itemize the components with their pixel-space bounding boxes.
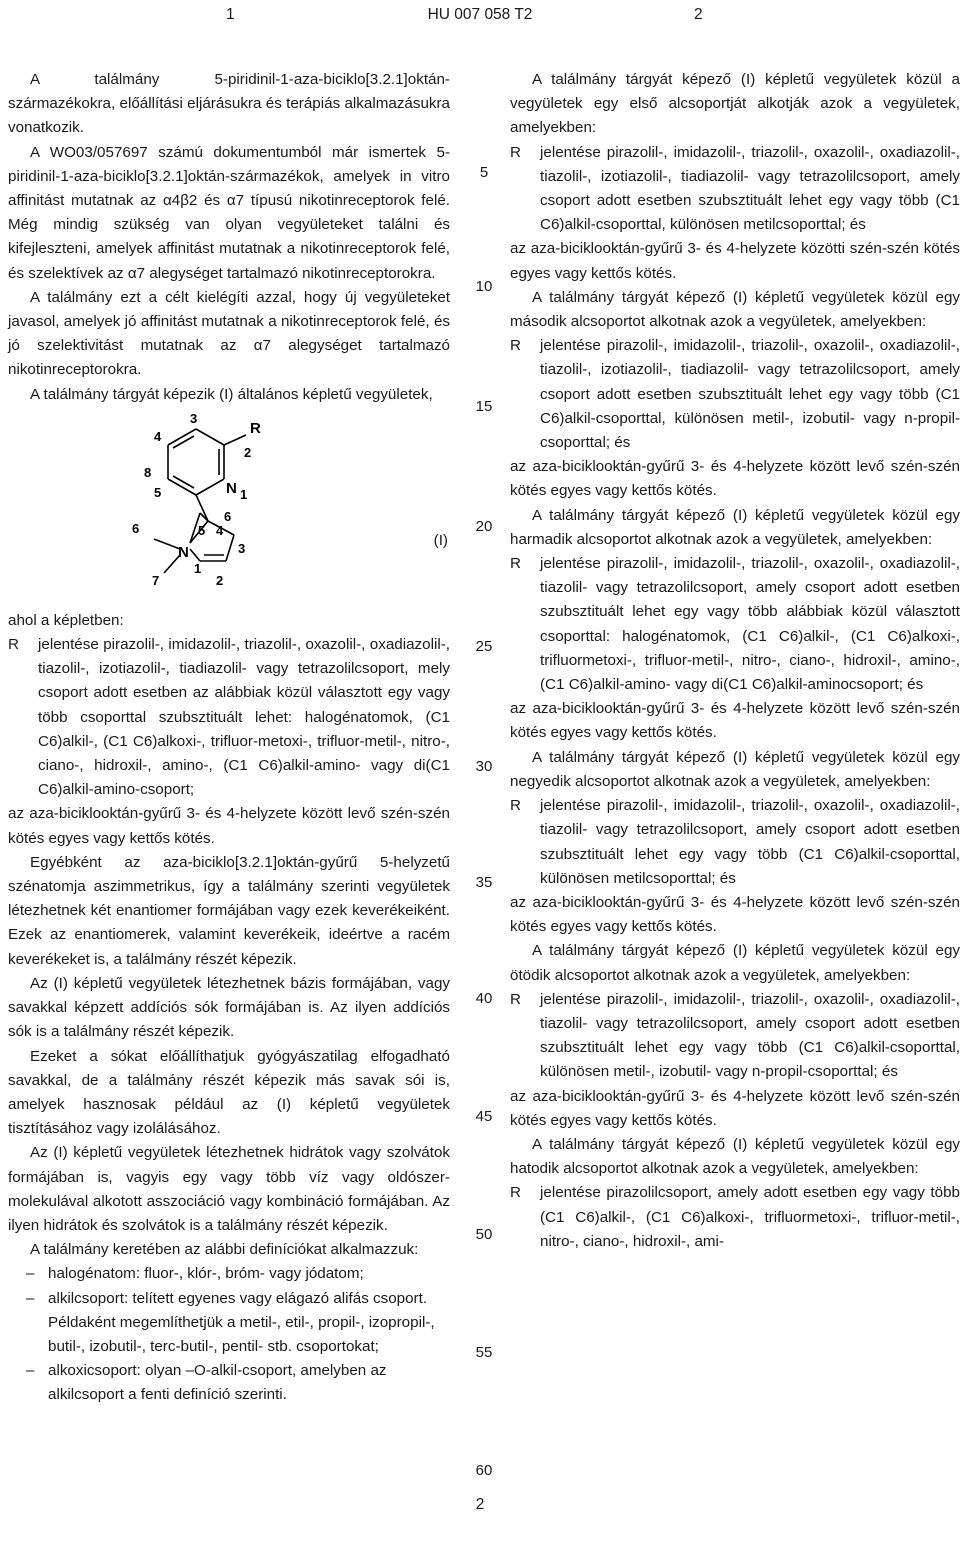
subgroup-4-bond: az aza-biciklooktán-gyűrű 3- és 4-helyzete között levő szén-szén kötés egyes vagy kettős kötés. — [510, 893, 960, 936]
atom-label-7: 7 — [152, 572, 160, 588]
line-number: 25 — [475, 638, 493, 655]
atom-label-8: 8 — [144, 464, 152, 480]
line-number: 55 — [475, 1344, 493, 1361]
bicyclic-n-label: N — [178, 543, 189, 561]
r-key: R — [8, 636, 19, 654]
subgroup-2-r: R jelentése pirazolil-, imidazolil-, triazolil-, oxazolil-, oxadiazolil-, tiazolil-, izotiazolil-, tiadiazolil- vagy tetrazolilcsoport, amely csoport adott esetben szubsztituált lehet egy vagy több (C1 C6)alkil-csoporttal, különösen metil-, izobutil- vagy n-propil-csoporttal; és — [510, 337, 960, 452]
prior-art-paragraph: A WO03/057697 számú dokumentumból már ismertek 5-piridinil-1-aza-biciklo[3.2.1]oktán-származékok, amelyek in vitro affinitást mutatnak az α4β2 és α7 típusú nikotinreceptorok felé. Még mindig szükség van olyan vegyületeket találni és kifejleszteni, amelyek affinitást mutatnak a nikotinreceptorok felé, és szelektívek az α7 alegységet tartalmazó nikotinreceptorokra. — [8, 143, 450, 282]
atom-label-5-bridge: 5 — [198, 522, 206, 538]
subgroup-3-r: R jelentése pirazolil-, imidazolil-, triazolil-, oxazolil-, oxadiazolil-, tiazolil- vagy tetrazolilcsoport, amely csoport adott esetben szubsztituált lehet egy vagy több alábbiak közül választott csoporttal: halogénatomok, (C1 C6)alkil-, (C1 C6)alkoxi-, trifluormetoxi-, trifluor-metil-, nitro-, ciano-, hidroxil-, amino-, (C1 C6)alkil-amino- vagy di(C1 C6)alkil-aminocsoport; és — [510, 555, 960, 694]
subgroup-2-bond: az aza-biciklooktán-gyűrű 3- és 4-helyzete között levő szén-szén kötés egyes vagy kettős kötés. — [510, 458, 960, 500]
atom-label-2: 2 — [244, 444, 252, 460]
line-number: 40 — [475, 990, 493, 1007]
subgroup-3-intro: A találmány tárgyát képező (I) képletű vegyületek közül egy harmadik alcsoportot alkotnak azok a vegyületek, amelyekben: — [510, 506, 960, 548]
r-group-label: R — [250, 419, 261, 437]
structural-formula — [8, 409, 450, 605]
salt-paragraph: Az (I) képletű vegyületek létezhetnek bázis formájában, vagy savakkal képzett addíciós sók formájában is. Az ilyen addíciós sók is a találmány részét képezik. — [8, 974, 450, 1041]
subgroup-5-intro: A találmány tárgyát képező (I) képletű vegyületek közül egy ötödik alcsoportot alkotnak azok a vegyületek, amelyekben: — [510, 942, 960, 984]
subgroup-1-bond: az aza-biciklooktán-gyűrű 3- és 4-helyzete közötti szén-szén kötés egyes vagy kettős kötés. — [510, 240, 960, 282]
subgroup-2-intro: A találmány tárgyát képező (I) képletű vegyületek közül egy második alcsoportot alkotnak azok a vegyületek, amelyekben: — [510, 288, 960, 331]
line-number: 45 — [475, 1108, 493, 1125]
subgroup-1-r: R jelentése pirazolil-, imidazolil-, triazolil-, oxazolil-, oxadiazolil-, tiazolil-, izotiazolil-, tiadiazolil- vagy tetrazolilcsoport, amely csoport adott esetben szubsztituált lehet egy vagy több (C1 C6)alkil-csoporttal, különösen metilcsoporttal; és — [510, 143, 960, 234]
atom-label-3: 3 — [190, 410, 198, 426]
structure-drawing — [132, 409, 318, 605]
bond-paragraph: az aza-biciklooktán-gyűrű 3- és 4-helyzete között levő szén-szén kötés egyes vagy kettős kötés. — [8, 805, 450, 847]
atom-label-5: 5 — [154, 484, 162, 500]
enantiomer-paragraph: Egyébként az aza-biciklo[3.2.1]oktán-gyűrű 5-helyzetű szénatomja aszimmetrikus, így a találmány szerinti vegyületek létezhetnek két enantiomer formájában vagy ezek keverékeiként. Ezek az enantiomerek, valamint keverékeik, ideértve a racém keverékeket is, a találmány részét képezik. — [8, 853, 450, 968]
atom-label-2-bridge: 2 — [216, 572, 224, 588]
line-number: 35 — [475, 874, 493, 891]
page-footer: 2 — [475, 1496, 485, 1513]
definition-item: – alkilcsoport: telített egyenes vagy elágazó alifás csoport. Példaként megemlíthetjük a metil-, etil-, propil-, izopropil-, butil-, izobutil-, terc-butil-, pentil- stb. csoportokat; — [26, 1289, 435, 1355]
subgroup-6-r: R jelentése pirazolilcsoport, amely adott esetben egy vagy több (C1 C6)alkil-, (C1 C6)alkoxi-, trifluormetoxi-, trifluor-metil-, nitro-, ciano-, hidroxil-, ami- — [510, 1184, 960, 1250]
subgroup-4-intro: A találmány tárgyát képező (I) képletű vegyületek közül egy negyedik alcsoportot alkotnak azok a vegyületek, amelyekben: — [510, 748, 960, 790]
page-header — [0, 6, 960, 28]
subgroup-6-intro: A találmány tárgyát képező (I) képletű vegyületek közül egy hatodik alcsoportot alkotnak azok a vegyületek, amelyekben: — [510, 1135, 960, 1178]
intro-paragraph: A találmány 5-piridinil-1-aza-biciklo[3.2.1]oktán-származékokra, előállítási eljárásukra és terápiás alkalmazásukra vonatkozik. — [8, 71, 450, 137]
page-number-left: 1 — [226, 6, 235, 23]
line-number: 50 — [475, 1226, 493, 1243]
line-number: 30 — [475, 758, 493, 775]
line-number: 5 — [479, 164, 489, 181]
atom-label-3-bridge: 3 — [238, 540, 246, 556]
page-number-right: 2 — [694, 6, 703, 23]
r-definition — [8, 633, 450, 802]
subgroup-5-r: R jelentése pirazolil-, imidazolil-, triazolil-, oxazolil-, oxadiazolil-, tiazolil- vagy tetrazolilcsoport, amely csoport adott esetben szubsztituált lehet egy vagy több (C1 C6)alkil-csoporttal, különösen metil-, izobutil- vagy n-propil-csoporttal; és — [510, 990, 960, 1081]
line-number: 60 — [475, 1462, 493, 1479]
line-number: 20 — [475, 518, 493, 535]
atom-label-4-bridge: 4 — [216, 522, 224, 538]
subgroup-1-intro: A találmány tárgyát képező (I) képletű vegyületek közül a vegyületek egy első alcsoportját alkotják azok a vegyületek, amelyekben: — [510, 71, 960, 137]
left-column — [8, 68, 450, 1408]
subgroup-4-r: R jelentése pirazolil-, imidazolil-, triazolil-, oxazolil-, oxadiazolil-, tiazolil- vagy tetrazolilcsoport, amely csoport adott esetben szubsztituált lehet egy vagy több (C1 C6)alkil-csoporttal, különösen metilcsoporttal; és — [510, 797, 960, 887]
subgroup-5-bond: az aza-biciklooktán-gyűrű 3- és 4-helyzete között levő szén-szén kötés egyes vagy kettős kötés. — [510, 1087, 960, 1129]
where-paragraph: ahol a képletben: — [8, 611, 124, 629]
atom-label-6-inner: 6 — [224, 508, 232, 524]
definition-item: – alkoxicsoport: olyan –O-alkil-csoport, amelyben az alkilcsoport a fenti definíció szerinti. — [26, 1362, 387, 1404]
formula-label: (I) — [433, 531, 448, 549]
aim-paragraph: A találmány ezt a célt kielégíti azzal, hogy új vegyületeket javasol, amelyek jó affinitást mutatnak a nikotinreceptorok felé, és jó szelektivitást mutatnak az α7 alegységet tartalmazó nikotinreceptorokra. — [8, 288, 450, 379]
line-number: 15 — [475, 398, 493, 415]
r-text: jelentése pirazolil-, imidazolil-, triazolil-, oxazolil-, oxadiazolil-, tiazolil-, izotiazolil-, tiadiazolil- vagy tetrazolilcsoport, mely csoport adott esetben az alábbiak közül választott egy vagy több csoporttal szubsztituált lehet: halogénatomok, (C1 C6)alkil-, (C1 C6)alkoxi-, trifluor-metoxi-, trifluor-metil-, nitro-, ciano-, hidroxil-, amino-, (C1 C6)alkil-amino- vagy di(C1 C6)alkil-amino-csoport; — [38, 636, 450, 799]
hydrate-paragraph: Az (I) képletű vegyületek létezhetnek hidrátok vagy szolvátok formájában is, vagyis egy vagy több víz vagy oldószer-molekulával alkotott asszociáció vagy kombináció formájában. Az ilyen hidrátok és szolvátok is a találmány részét képezik. — [8, 1144, 450, 1234]
atom-label-4: 4 — [154, 428, 162, 444]
atom-label-1: 1 — [240, 486, 248, 502]
document-id: HU 007 058 T2 — [427, 6, 533, 23]
atom-label-6-outer: 6 — [132, 520, 140, 536]
right-column — [510, 68, 960, 1254]
pyridine-n-label: N — [226, 479, 237, 497]
definitions-intro: A találmány keretében az alábbi definíciókat alkalmazzuk: — [30, 1241, 419, 1259]
subject-paragraph: A találmány tárgyát képezik (I) általános képletű vegyületek, — [30, 385, 433, 403]
subgroup-3-bond: az aza-biciklooktán-gyűrű 3- és 4-helyzete között levő szén-szén kötés egyes vagy kettős kötés. — [510, 700, 960, 742]
atom-label-1-bridge: 1 — [194, 560, 202, 576]
definition-item: – halogénatom: fluor-, klór-, bróm- vagy jódatom; — [26, 1265, 364, 1283]
acid-paragraph: Ezeket a sókat előállíthatjuk gyógyászatilag elfogadható savakkal, de a találmány részét képezik más savak sói is, amelyek hasznosak például az (I) képletű vegyületek tisztításához vagy izolálásához. — [8, 1047, 450, 1138]
line-number: 10 — [475, 278, 493, 295]
